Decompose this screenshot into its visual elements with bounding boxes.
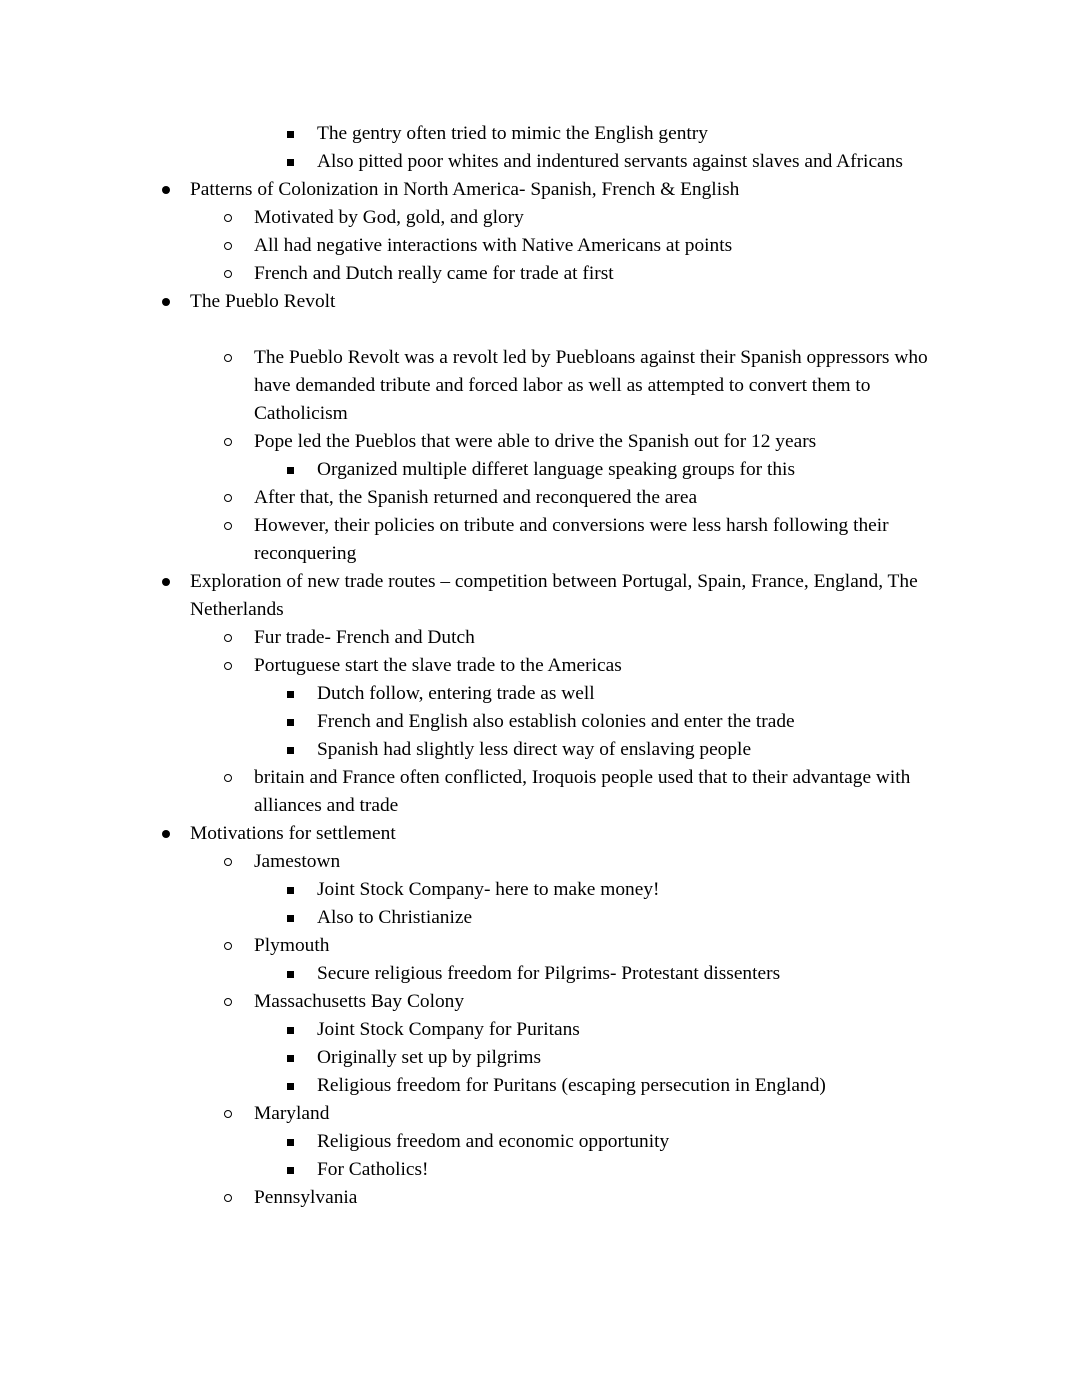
list-item: [0, 652, 1080, 680]
list-item: [0, 260, 1080, 288]
bullet-circle-icon: [224, 438, 232, 446]
bullet-square-icon: [287, 467, 294, 474]
list-item: [0, 624, 1080, 652]
bullet-circle-icon: [224, 214, 232, 222]
list-item-text: French and Dutch really came for trade at first: [254, 263, 614, 284]
list-item-text: Motivated by God, gold, and glory: [254, 207, 524, 228]
list-item: [0, 512, 1080, 568]
list-item: [0, 876, 1080, 904]
list-item: [0, 1128, 1080, 1156]
bullet-disc-icon: [162, 578, 170, 586]
list-item-text: For Catholics!: [317, 1159, 429, 1180]
list-item-text: Secure religious freedom for Pilgrims- Protestant dissenters: [317, 963, 781, 984]
list-item-text: Exploration of new trade routes – competition between Portugal, Spain, France, England, The Netherlands: [190, 571, 918, 620]
list-item-text: Pennsylvania: [254, 1187, 358, 1208]
list-item: [0, 848, 1080, 876]
list-item: [0, 344, 1080, 428]
list-item: [0, 176, 1080, 204]
bullet-square-icon: [287, 1027, 294, 1034]
list-item: [0, 820, 1080, 848]
list-item: [0, 1072, 1080, 1100]
list-item: [0, 148, 1080, 176]
list-item: [0, 764, 1080, 820]
bullet-square-icon: [287, 971, 294, 978]
list-item: [0, 1184, 1080, 1212]
list-item: [0, 988, 1080, 1016]
bullet-circle-icon: [224, 522, 232, 530]
bullet-circle-icon: [224, 998, 232, 1006]
list-item-text: All had negative interactions with Native Americans at points: [254, 235, 733, 256]
bullet-circle-icon: [224, 242, 232, 250]
list-item-text: The Pueblo Revolt was a revolt led by Puebloans against their Spanish oppressors who have demanded tribute and forced labor as well as attempted to convert them to Catholicism: [254, 347, 928, 424]
list-item-text: britain and France often conflicted, Iroquois people used that to their advantage with alliances and trade: [254, 767, 911, 816]
list-item-text: Religious freedom for Puritans (escaping persecution in England): [317, 1075, 826, 1096]
list-item-text: Portuguese start the slave trade to the Americas: [254, 655, 622, 676]
list-item-text: However, their policies on tribute and conversions were less harsh following their reconquering: [254, 515, 889, 564]
bullet-disc-icon: [162, 186, 170, 194]
list-item: [0, 932, 1080, 960]
list-item: [0, 904, 1080, 932]
bullet-circle-icon: [224, 662, 232, 670]
bullet-circle-icon: [224, 494, 232, 502]
bullet-circle-icon: [224, 942, 232, 950]
bullet-square-icon: [287, 1167, 294, 1174]
bullet-circle-icon: [224, 270, 232, 278]
list-item-text: Pope led the Pueblos that were able to drive the Spanish out for 12 years: [254, 431, 817, 452]
list-item-text: Patterns of Colonization in North America- Spanish, French & English: [190, 179, 740, 200]
bullet-circle-icon: [224, 1110, 232, 1118]
list-item-text: Maryland: [254, 1103, 330, 1124]
list-item: [0, 1044, 1080, 1072]
bullet-square-icon: [287, 719, 294, 726]
list-item: [0, 708, 1080, 736]
list-item: [0, 232, 1080, 260]
bullet-square-icon: [287, 691, 294, 698]
bullet-square-icon: [287, 1055, 294, 1062]
bullet-disc-icon: [162, 298, 170, 306]
list-item: [0, 736, 1080, 764]
bullet-list: [0, 120, 1080, 1212]
list-item-text: French and English also establish colonies and enter the trade: [317, 711, 795, 732]
list-item-text: The gentry often tried to mimic the English gentry: [317, 123, 708, 144]
list-item-text: Religious freedom and economic opportunity: [317, 1131, 670, 1152]
list-item-text: Spanish had slightly less direct way of enslaving people: [317, 739, 752, 760]
list-item-text: Motivations for settlement: [190, 823, 396, 844]
bullet-circle-icon: [224, 354, 232, 362]
list-item-text: Also to Christianize: [317, 907, 473, 928]
bullet-square-icon: [287, 159, 294, 166]
bullet-square-icon: [287, 1139, 294, 1146]
list-item: [0, 204, 1080, 232]
list-item: [0, 960, 1080, 988]
list-item: [0, 568, 1080, 624]
bullet-square-icon: [287, 131, 294, 138]
list-item: [0, 1100, 1080, 1128]
bullet-disc-icon: [162, 830, 170, 838]
list-item-text: Originally set up by pilgrims: [317, 1047, 542, 1068]
list-spacer: [0, 316, 1080, 344]
list-item: [0, 1016, 1080, 1044]
bullet-circle-icon: [224, 774, 232, 782]
bullet-square-icon: [287, 915, 294, 922]
list-item-text: Joint Stock Company for Puritans: [317, 1019, 580, 1040]
bullet-square-icon: [287, 1083, 294, 1090]
list-item-text: Organized multiple differet language speaking groups for this: [317, 459, 795, 480]
list-item-text: Jamestown: [254, 851, 341, 872]
list-item-text: After that, the Spanish returned and reconquered the area: [254, 487, 698, 508]
list-item-text: The Pueblo Revolt: [190, 291, 336, 312]
list-item: [0, 680, 1080, 708]
bullet-circle-icon: [224, 634, 232, 642]
list-item: [0, 456, 1080, 484]
bullet-square-icon: [287, 747, 294, 754]
list-item-text: Plymouth: [254, 935, 330, 956]
list-item-text: Also pitted poor whites and indentured servants against slaves and Africans: [317, 151, 903, 172]
list-item: [0, 288, 1080, 316]
list-item: [0, 1156, 1080, 1184]
list-item: [0, 428, 1080, 456]
bullet-square-icon: [287, 887, 294, 894]
bullet-circle-icon: [224, 858, 232, 866]
list-item: [0, 120, 1080, 148]
list-item: [0, 484, 1080, 512]
list-item-text: Dutch follow, entering trade as well: [317, 683, 595, 704]
list-item-text: Joint Stock Company- here to make money!: [317, 879, 660, 900]
list-item-text: Fur trade- French and Dutch: [254, 627, 475, 648]
bullet-circle-icon: [224, 1194, 232, 1202]
list-item-text: Massachusetts Bay Colony: [254, 991, 465, 1012]
